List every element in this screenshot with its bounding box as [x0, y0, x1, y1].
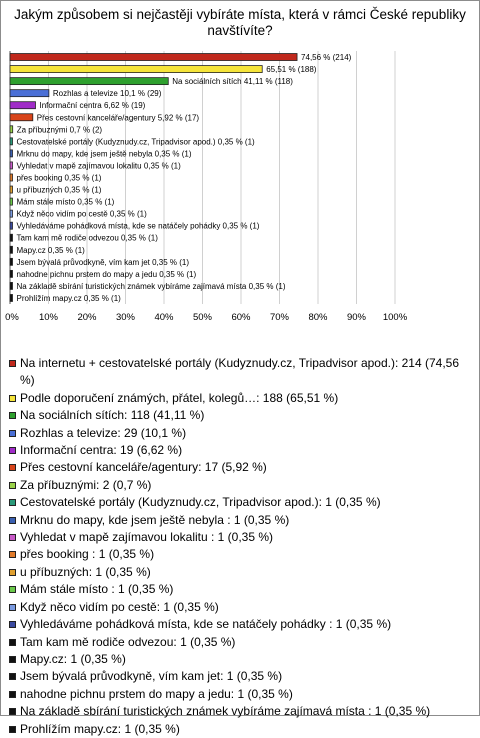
legend-item [9, 546, 473, 563]
bar [10, 174, 13, 181]
legend-swatch [9, 430, 16, 437]
chart-title: Jakým způsobem si nejčastěji vybíráte místa, která v rámci České republiky navštívíte? [14, 7, 466, 38]
legend-swatch [9, 726, 16, 733]
bar [10, 210, 13, 217]
legend-item [9, 529, 473, 546]
legend-swatch [9, 708, 16, 715]
x-tick-label: 90% [346, 312, 367, 323]
bar [10, 78, 168, 85]
chart-legend [9, 355, 473, 738]
legend-label: Přes cestovní kanceláře/agentury: 17 (5,92 %) [20, 460, 267, 475]
legend-swatch [9, 569, 16, 576]
legend-item [9, 599, 473, 616]
bar-label: Rozhlas a televize 10,1 % (29) [52, 89, 162, 99]
bar [10, 66, 262, 73]
legend-item [9, 390, 473, 407]
legend-label: Na základě sbírání turistických známek vybíráme zajímavá místa : 1 (0,35 %) [20, 704, 431, 719]
x-tick-label: 50% [192, 312, 213, 323]
legend-item [9, 581, 473, 598]
legend-item [9, 407, 473, 424]
x-tick-label: 60% [231, 312, 251, 323]
bar-chart [1, 1, 479, 353]
legend-swatch [9, 499, 16, 506]
legend-item [9, 634, 473, 651]
bar-label: přes booking 0,35 % (1) [16, 173, 102, 183]
bar [10, 150, 13, 157]
legend-swatch [9, 447, 16, 454]
bar [10, 138, 13, 145]
legend-label: Cestovatelské portály (Kudyznudy.cz, Tripadvisor apod.): 1 (0,35 %) [20, 495, 381, 510]
legend-label: Mám stále místo : 1 (0,35 %) [20, 582, 174, 597]
legend-label: Jsem bývalá průvodkyně, vím kam jet: 1 (0,35 %) [20, 669, 283, 684]
bar-label: Jsem bývalá průvodkyně, vím kam jet 0,35 % (1) [16, 257, 190, 267]
bar [10, 162, 13, 169]
legend-item [9, 459, 473, 476]
legend-label: Informační centra: 19 (6,62 %) [20, 443, 183, 458]
bar-label: 65,51 % (188) [266, 65, 317, 75]
legend-item [9, 668, 473, 685]
bar [10, 282, 13, 289]
bar [10, 270, 13, 277]
legend-label: Rozhlas a televize: 29 (10,1 %) [20, 425, 187, 440]
legend-label: Vyhledat v mapě zajímavou lokalitu : 1 (0,35 %) [20, 530, 274, 545]
bar-label: Za příbuznými 0,7 % (2) [16, 125, 103, 135]
legend-swatch [9, 395, 16, 402]
legend-label: u příbuzných: 1 (0,35 %) [20, 564, 151, 579]
legend-item [9, 477, 473, 494]
legend-item [9, 616, 473, 633]
bar-label: Na základě sbírání turistických známek vybíráme zajímavá místa 0,35 % (1) [16, 281, 286, 291]
bar-label: Vyhledat v mapě zajímavou lokalitu 0,35 % (1) [16, 161, 181, 171]
bar-label: Mrknu do mapy, kde jsem ještě nebyla 0,35 % (1) [16, 149, 192, 159]
legend-swatch [9, 691, 16, 698]
bar-label: Vyhledáváme pohádková místa, kde se natáčely pohádky 0,35 % (1) [16, 221, 260, 231]
legend-swatch [9, 517, 16, 524]
bar-label: Mapy.cz 0,35 % (1) [16, 245, 85, 255]
legend-label: Za příbuznými: 2 (0,7 %) [20, 477, 152, 492]
bar-label: Informační centra 6,62 % (19) [39, 101, 146, 111]
legend-label: Tam kam mě rodiče odvezou: 1 (0,35 %) [20, 634, 236, 649]
legend-item [9, 512, 473, 529]
bar [10, 258, 13, 265]
legend-swatch [9, 673, 16, 680]
legend-item [9, 442, 473, 459]
legend-swatch [9, 621, 16, 628]
x-tick-label: 40% [154, 312, 174, 323]
x-tick-label: 70% [269, 312, 290, 323]
legend-swatch [9, 639, 16, 646]
bar [10, 126, 13, 133]
legend-label: Když něco vidím po cestě: 1 (0,35 %) [20, 599, 219, 614]
legend-label: Na sociálních sítích: 118 (41,11 %) [20, 408, 205, 423]
bar-label: Prohlížím mapy.cz 0,35 % (1) [16, 293, 121, 303]
bar-label: nahodne pichnu prstem do mapy a jedu 0,35 % (1) [16, 269, 197, 279]
bar [10, 102, 35, 109]
bar [10, 246, 13, 253]
bar [10, 186, 13, 193]
legend-swatch [9, 551, 16, 558]
legend-swatch [9, 360, 16, 367]
legend-item [9, 686, 473, 703]
bar [10, 222, 13, 229]
legend-label: Prohlížím mapy.cz: 1 (0,35 %) [20, 721, 180, 736]
x-tick-label: 80% [308, 312, 328, 323]
bar [10, 54, 297, 61]
legend-item [9, 494, 473, 511]
x-tick-label: 30% [115, 312, 136, 323]
legend-item [9, 355, 473, 390]
bar-label: Když něco vidím po cestě 0,35 % (1) [16, 209, 147, 219]
legend-label: Podle doporučení známých, přátel, kolegů…: 188 (65,51 %) [20, 390, 339, 405]
legend-item [9, 703, 473, 720]
legend-item [9, 651, 473, 668]
bar [10, 294, 13, 301]
legend-swatch [9, 464, 16, 471]
bar-label: Cestovatelské portály (Kudyznudy.cz, Tripadvisor apod.) 0,35 % (1) [16, 137, 255, 147]
bar-label: Na sociálních sítích 41,11 % (118) [172, 77, 293, 87]
bar-label: Mám stále místo 0,35 % (1) [16, 197, 115, 207]
bar [10, 90, 49, 97]
bar-label: u příbuzných 0,35 % (1) [16, 185, 102, 195]
bar [10, 114, 33, 121]
legend-swatch [9, 604, 16, 611]
legend-item [9, 425, 473, 442]
legend-label: Mapy.cz: 1 (0,35 %) [20, 651, 126, 666]
legend-label: přes booking : 1 (0,35 %) [20, 547, 155, 562]
bar-label: Přes cestovní kanceláře/agentury 5,92 % (17) [36, 113, 200, 123]
x-tick-label: 0% [5, 312, 19, 323]
legend-label: nahodne pichnu prstem do mapy a jedu: 1 (0,35 %) [20, 686, 293, 701]
legend-label: Vyhledáváme pohádková místa, kde se natáčely pohádky : 1 (0,35 %) [20, 617, 392, 632]
x-tick-label: 20% [77, 312, 97, 323]
bar [10, 234, 13, 241]
legend-item [9, 564, 473, 581]
bar [10, 198, 13, 205]
legend-swatch [9, 586, 16, 593]
legend-swatch [9, 412, 16, 419]
x-tick-label: 10% [38, 312, 59, 323]
legend-swatch [9, 482, 16, 489]
legend-swatch [9, 656, 16, 663]
bar-label: 74,56 % (214) [301, 53, 352, 63]
legend-label: Na internetu + cestovatelské portály (Kudyznudy.cz, Tripadvisor apod.): 214 (74,56 %) [20, 356, 460, 388]
legend-item [9, 721, 473, 738]
x-tick-label: 100% [382, 312, 408, 323]
legend-label: Mrknu do mapy, kde jsem ještě nebyla : 1 (0,35 %) [20, 512, 290, 527]
legend-swatch [9, 534, 16, 541]
bar-label: Tam kam mě rodiče odvezou 0,35 % (1) [16, 233, 158, 243]
